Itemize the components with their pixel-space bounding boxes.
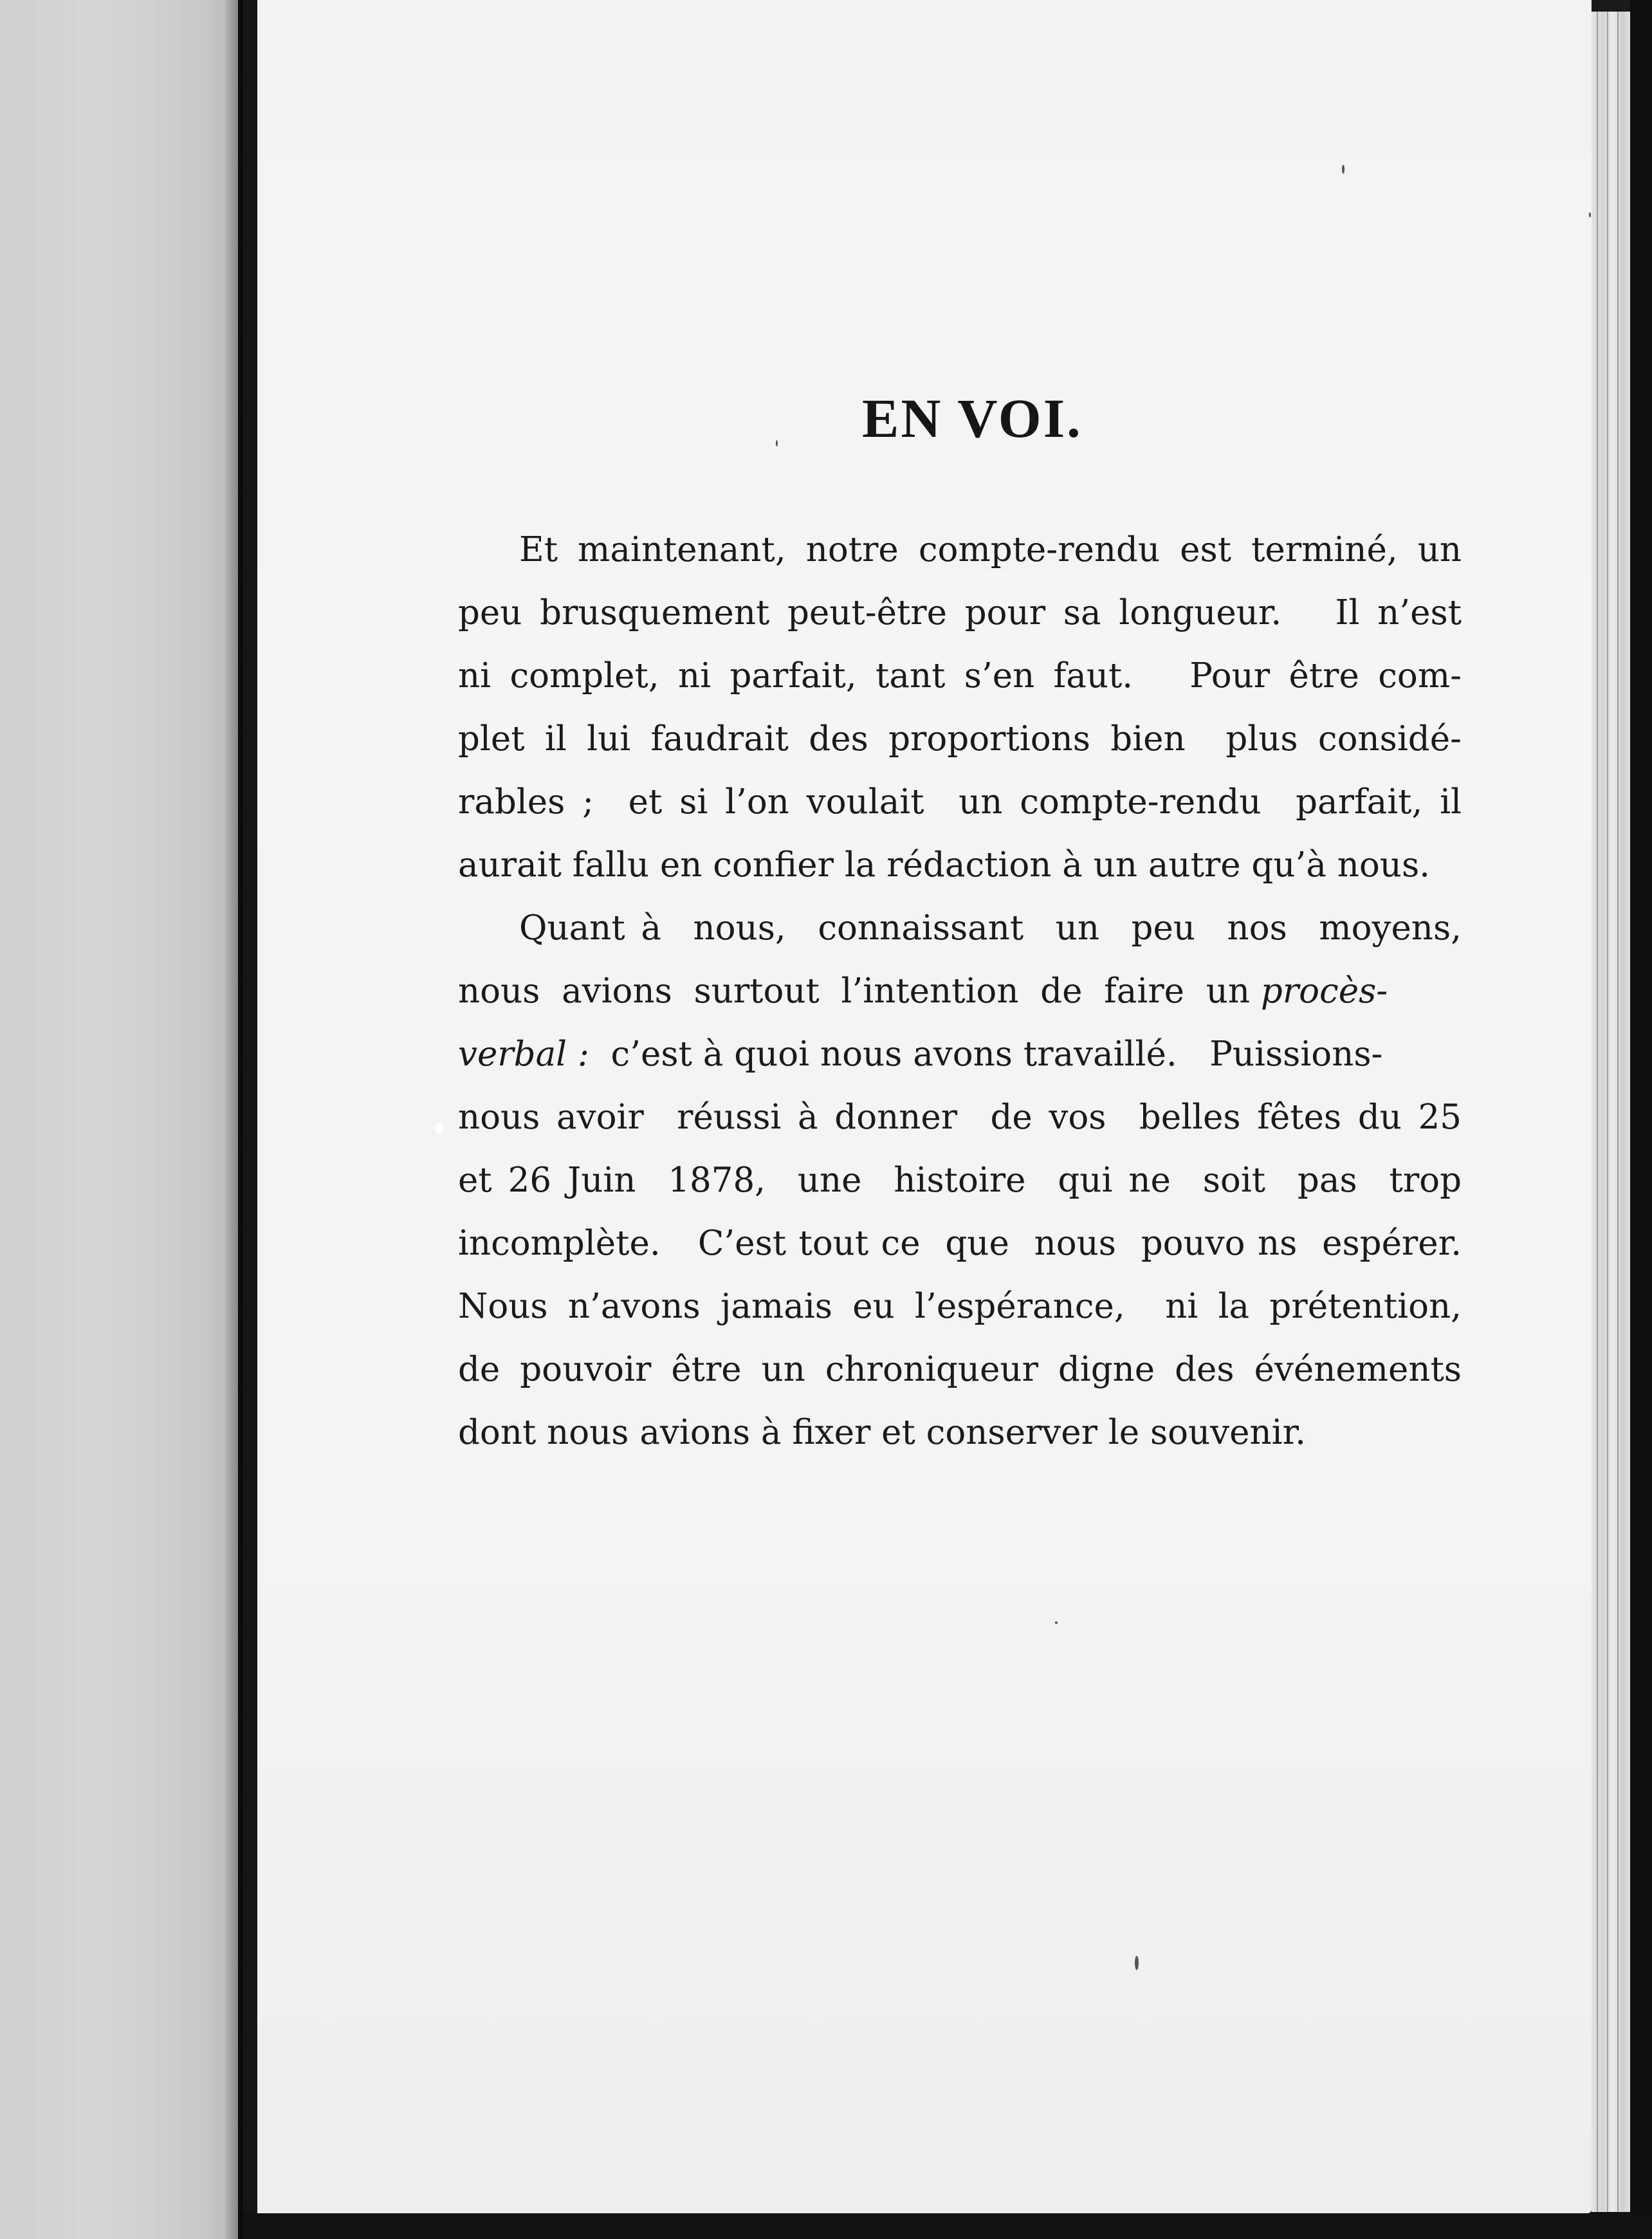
scan-speck bbox=[1055, 1621, 1058, 1624]
text-line: Quant à nous, connaissant un peu nos moyens, bbox=[519, 908, 1462, 948]
page-edge-line bbox=[1607, 12, 1608, 2212]
italic-term: procès- bbox=[1260, 972, 1388, 1011]
scan-speck bbox=[1342, 165, 1345, 174]
text-line: dont nous avions à fixer et conserver le souvenir. bbox=[458, 1413, 1306, 1452]
scan-speck bbox=[1135, 1956, 1139, 1970]
body-text bbox=[458, 519, 1462, 1464]
text-line: de pouvoir être un chroniqueur digne des événements bbox=[458, 1350, 1462, 1389]
text-span: nous avions surtout l’intention de faire un bbox=[458, 972, 1261, 1011]
text-line: ni complet, ni parfait, tant s’en faut. Pour être com- bbox=[458, 656, 1462, 696]
page-edge-line bbox=[1617, 12, 1619, 2212]
text-span: c’est à quoi nous avons travaillé. Puissions- bbox=[589, 1035, 1383, 1074]
italic-term: verbal : bbox=[458, 1035, 589, 1074]
text-line: incomplète. C’est tout ce que nous pouvo ns espérer. bbox=[458, 1224, 1462, 1263]
previous-page-edge bbox=[0, 0, 238, 2239]
text-line: et 26 Juin 1878, une histoire qui ne soit pas trop bbox=[458, 1161, 1462, 1200]
text-line: nous avoir réussi à donner de vos belles fêtes du 25 bbox=[458, 1098, 1462, 1137]
text-line: Nous n’avons jamais eu l’espérance, ni la prétention, bbox=[458, 1287, 1462, 1326]
right-dark-border bbox=[1630, 0, 1652, 2239]
text-line: Et maintenant, notre compte-rendu est terminé, un bbox=[519, 530, 1462, 569]
scan-speck bbox=[776, 440, 778, 447]
page-fold-shadow bbox=[225, 0, 243, 2239]
text-line: rables ; et si l’on voulait un compte-rendu parfait, il bbox=[458, 782, 1462, 822]
scan-speck bbox=[435, 1122, 444, 1134]
page-title: EN VOI. bbox=[862, 387, 1083, 449]
scan-speck bbox=[1589, 212, 1591, 217]
text-line: peu brusquement peut-être pour sa longueur. Il n’est bbox=[458, 593, 1462, 632]
text-line bbox=[458, 1023, 1462, 1086]
bottom-dark-border bbox=[243, 2213, 1652, 2239]
text-line: aurait fallu en confier la rédaction à un autre qu’à nous. bbox=[458, 845, 1430, 885]
text-line bbox=[458, 960, 1462, 1023]
text-line: plet il lui faudrait des proportions bien plus considé- bbox=[458, 719, 1462, 759]
page-edge-line bbox=[1597, 12, 1598, 2212]
book-gutter bbox=[243, 0, 257, 2239]
